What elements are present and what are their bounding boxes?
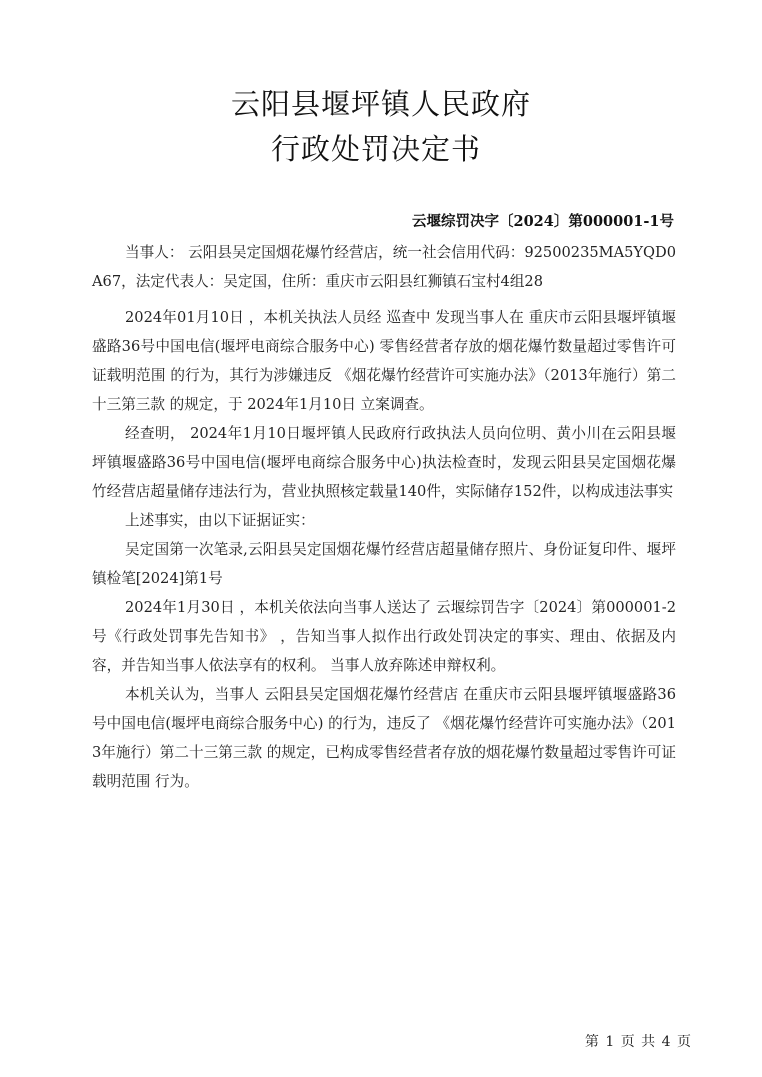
notice-served-paragraph: 2024年1月30日 ，本机关依法向当事人送达了 云堰综罚告字〔2024〕第000001-2号《行政处罚事先告知书》 ，告知当事人拟作出行政处罚决定的事实、理由、依据及内容，并告知当事人依法享有的权利。 当事人放弃陈述申辩权利。 <box>92 599 676 674</box>
document-number: 云堰综罚决字〔2024〕第000001-1号 <box>412 213 674 230</box>
party-info-paragraph: 当事人： 云阳县吴定国烟花爆竹经营店，统一社会信用代码：92500235MA5YQD0A67，法定代表人：吴定国，住所：重庆市云阳县红狮镇石宝村4组28 <box>92 244 676 290</box>
document-title-type: 行政处罚决定书 <box>270 132 481 166</box>
investigation-findings-paragraph: 经查明， 2024年1月10日堰坪镇人民政府行政执法人员向位明、黄小川在云阳县堰坪镇堰盛路36号中国电信(堰坪电商综合服务中心)执法检查时，发现云阳县吴定国烟花爆竹经营店超量储存违法行为，营业执照核定载量140件，实际储存152件，以构成违法事实 <box>92 425 676 500</box>
case-filing-paragraph: 2024年01月10日 ，本机关执法人员经 巡查中 发现当事人在 重庆市云阳县堰坪镇堰盛路36号中国电信(堰坪电商综合服务中心) 零售经营者存放的烟花爆竹数量超过零售许可证载明范围 的行为，其行为涉嫌违反 《烟花爆竹经营许可实施办法》（2013年施行）第二十三第三款 的规定，于 2024年1月10日 立案调查。 <box>92 309 676 413</box>
page-indicator: 第 1 页 共 4 页 <box>584 1034 692 1050</box>
authority-finding-paragraph: 本机关认为，当事人 云阳县吴定国烟花爆竹经营店 在重庆市云阳县堰坪镇堰盛路36号中国电信(堰坪电商综合服务中心) 的行为，违反了 《烟花爆竹经营许可实施办法》（2013年施行）第二十三第三款 的规定，已构成零售经营者存放的烟花爆竹数量超过零售许可证载明范围 行为。 <box>92 686 676 790</box>
document-title-authority: 云阳县堰坪镇人民政府 <box>230 87 531 121</box>
evidence-list-paragraph: 吴定国第一次笔录,云阳县吴定国烟花爆竹经营店超量储存照片、身份证复印件、堰坪镇检笔[2024]第1号 <box>92 541 676 587</box>
evidence-intro-paragraph: 上述事实，由以下证据证实： <box>125 512 315 529</box>
document-body <box>92 238 676 796</box>
